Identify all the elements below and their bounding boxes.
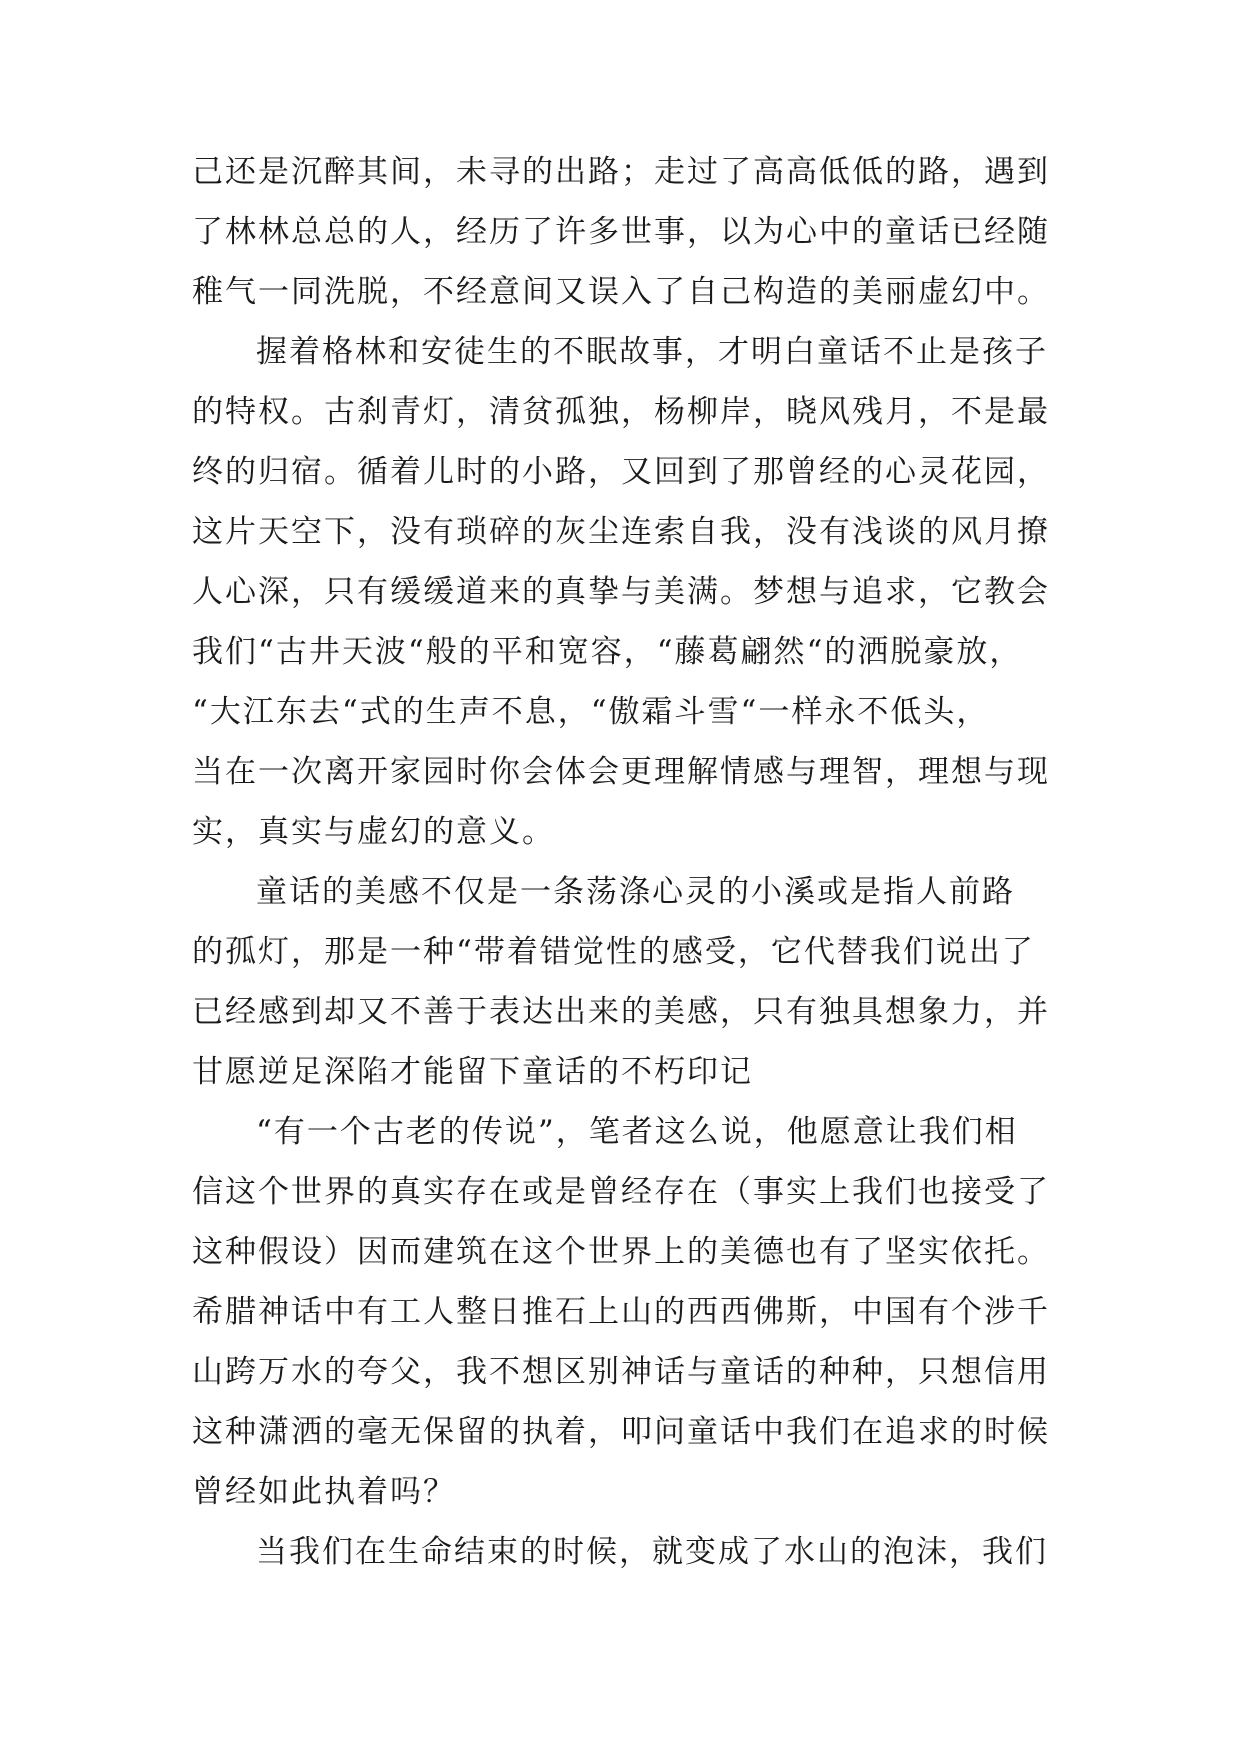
text-line-20: 希腊神话中有工人整日推石上山的西西佛斯，中国有个涉千 (192, 1294, 1050, 1330)
text-line-2: 了林林总总的人，经历了许多世事，以为心中的童话已经随 (192, 214, 1050, 250)
text-line-21: 山跨万水的夸父，我不想区别神话与童话的种种，只想信用 (192, 1354, 1050, 1390)
paragraph-start-line: 握着格林和安徒生的不眠故事，才明白童话不止是孩子 (256, 334, 1048, 370)
text-line-23: 曾经如此执着吗？ (192, 1474, 456, 1510)
paragraph-start-line: 童话的美感不仅是一条荡涤心灵的小溪或是指人前路 (256, 874, 1015, 910)
text-line-5: 的特权。古刹青灯，清贫孤独，杨柳岸，晓风残月，不是最 (192, 394, 1050, 430)
text-line-8: 人心深，只有缓缓道来的真挚与美满。梦想与追求，它教会 (192, 574, 1050, 610)
text-line-16: 甘愿逆足深陷才能留下童话的不朽印记 (192, 1054, 753, 1090)
paragraph-start-line: “有一个古老的传说”，笔者这么说，他愿意让我们相 (256, 1114, 1018, 1150)
text-line-12: 实，真实与虚幻的意义。 (192, 814, 555, 850)
paragraph-start-line: 当我们在生命结束的时候，就变成了水山的泡沫，我们 (256, 1534, 1048, 1570)
text-line-18: 信这个世界的真实存在或是曾经存在（事实上我们也接受了 (192, 1174, 1050, 1210)
text-line-15: 已经感到却又不善于表达出来的美感，只有独具想象力，并 (192, 994, 1050, 1030)
text-line-14: 的孤灯，那是一种“带着错觉性的感受，它代替我们说出了 (192, 934, 1035, 970)
text-line-19: 这种假设）因而建筑在这个世界上的美德也有了坚实依托。 (192, 1234, 1050, 1270)
text-line-1: 己还是沉醉其间，未寻的出路；走过了高高低低的路，遇到 (192, 154, 1050, 190)
text-line-10: “大江东去“式的生声不息，“傲霜斗雪“一样永不低头， (192, 694, 990, 730)
text-line-11: 当在一次离开家园时你会体会更理解情感与理智，理想与现 (192, 754, 1050, 790)
text-line-6: 终的归宿。循着儿时的小路，又回到了那曾经的心灵花园， (192, 454, 1050, 490)
text-line-22: 这种潇洒的毫无保留的执着，叩问童话中我们在追求的时候 (192, 1414, 1050, 1450)
text-line-9: 我们“古井天波“般的平和宽容，“藤葛翩然“的洒脱豪放， (192, 634, 1023, 670)
text-line-7: 这片天空下，没有琐碎的灰尘连索自我，没有浅谈的风月撩 (192, 514, 1050, 550)
text-line-3: 稚气一同洗脱，不经意间又误入了自己构造的美丽虚幻中。 (192, 274, 1050, 310)
